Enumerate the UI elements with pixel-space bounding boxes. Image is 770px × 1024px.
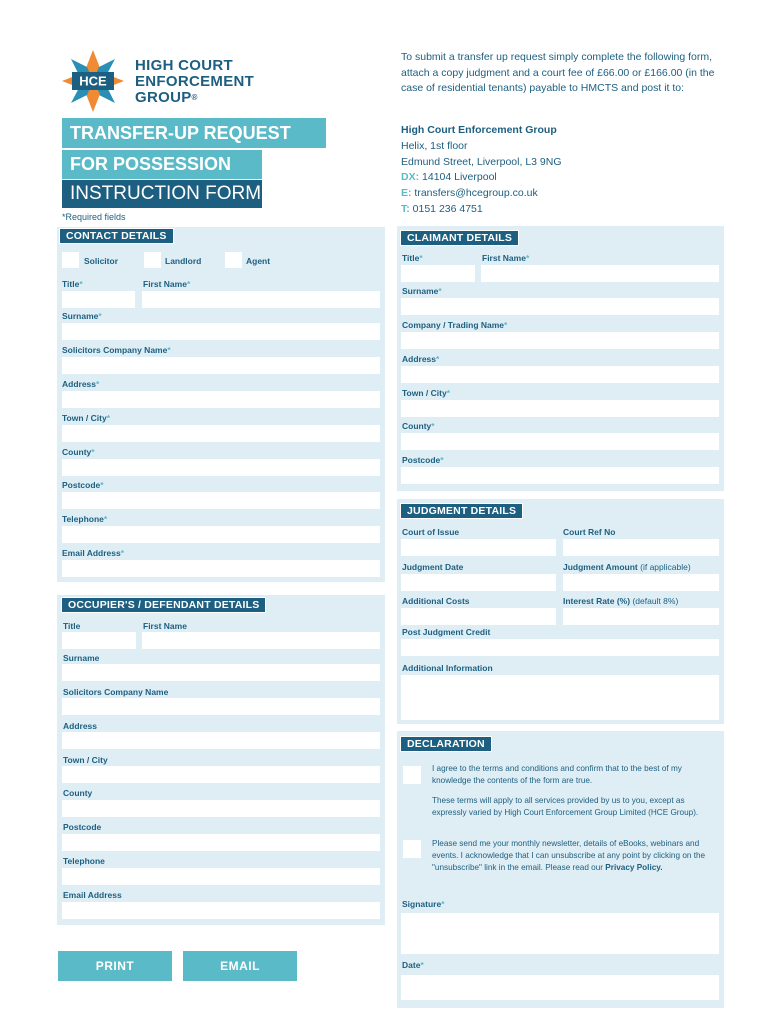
occupier-title-field[interactable] (62, 632, 136, 649)
occupier-postcode-field[interactable] (62, 834, 380, 851)
contact-postcode-field[interactable] (62, 492, 380, 509)
contact-email-label: Email Address* (62, 548, 125, 558)
postal-address (401, 123, 721, 218)
declaration-heading: DECLARATION (400, 736, 492, 752)
claimant-surname-field[interactable] (401, 298, 719, 315)
contact-town-field[interactable] (62, 425, 380, 442)
occupier-postcode-label: Postcode (63, 822, 102, 832)
logo-line-2: ENFORCEMENT (135, 73, 255, 90)
contact-company-field[interactable] (62, 357, 380, 374)
logo-mark-text: HCE (79, 73, 107, 89)
court-ref-field[interactable] (563, 539, 719, 556)
post-judgment-credit-field[interactable] (401, 639, 719, 656)
address-email[interactable]: E: transfers@hcegroup.co.uk (401, 187, 538, 200)
form-title-line-1: TRANSFER-UP REQUEST (62, 118, 326, 148)
judgment-date-field[interactable] (401, 574, 556, 591)
address-line-1: Helix, 1st floor (401, 139, 468, 152)
contact-company-label: Solicitors Company Name* (62, 345, 171, 355)
court-of-issue-label: Court of Issue (402, 527, 460, 537)
hce-logo-icon (62, 50, 124, 112)
judgment-details-heading: JUDGMENT DETAILS (400, 503, 523, 519)
occupier-email-field[interactable] (62, 902, 380, 919)
occupier-surname-field[interactable] (62, 664, 380, 681)
occupier-surname-label: Surname (63, 653, 100, 663)
form-title-line-2: FOR POSSESSION (62, 150, 262, 179)
agent-checkbox[interactable] (225, 252, 242, 268)
occupier-telephone-label: Telephone (63, 856, 105, 866)
claimant-postcode-field[interactable] (401, 467, 719, 484)
contact-telephone-field[interactable] (62, 526, 380, 543)
occupier-town-field[interactable] (62, 766, 380, 783)
agree-terms-text: I agree to the terms and conditions and confirm that to the best of my knowledge the contents of the form are true. (432, 764, 682, 785)
email-button[interactable]: EMAIL (183, 951, 297, 981)
address-dx: DX: 14104 Liverpool (401, 171, 497, 184)
interest-rate-label: Interest Rate (%) (default 8%) (563, 596, 679, 606)
intro-text: To submit a transfer up request simply complete the following form, attach a copy judgment and a court fee of £66.00 or £166.00 (in the case of residential tenants) payable to HMCTS and post it to: (401, 51, 715, 95)
newsletter-checkbox[interactable] (403, 840, 421, 858)
landlord-checkbox[interactable] (144, 252, 161, 268)
occupier-address-label: Address (63, 721, 98, 731)
date-label: Date* (402, 960, 424, 970)
contact-county-label: County* (62, 447, 95, 457)
claimant-surname-label: Surname* (402, 286, 442, 296)
contact-email-field[interactable] (62, 560, 380, 577)
additional-costs-label: Additional Costs (402, 596, 470, 606)
occupier-address-field[interactable] (62, 732, 380, 749)
claimant-title-field[interactable] (401, 265, 475, 282)
agent-label: Agent (246, 256, 271, 266)
claimant-address-label: Address* (402, 354, 440, 364)
claimant-company-label: Company / Trading Name* (402, 320, 508, 330)
privacy-policy-link[interactable]: Privacy Policy. (605, 863, 663, 872)
post-judgment-credit-label: Post Judgment Credit (402, 627, 491, 637)
occupier-title-label: Title (63, 621, 81, 631)
interest-rate-field[interactable] (563, 608, 719, 625)
court-of-issue-field[interactable] (401, 539, 556, 556)
claimant-county-field[interactable] (401, 433, 719, 450)
landlord-label: Landlord (165, 256, 202, 266)
judgment-amount-field[interactable] (563, 574, 719, 591)
claimant-town-field[interactable] (401, 400, 719, 417)
contact-address-field[interactable] (62, 391, 380, 408)
occupier-company-label: Solicitors Company Name (63, 687, 169, 697)
occupier-first-name-label: First Name (143, 621, 187, 631)
additional-information-label: Additional Information (402, 663, 493, 673)
signature-label: Signature* (402, 899, 445, 909)
additional-costs-field[interactable] (401, 608, 556, 625)
claimant-town-label: Town / City* (402, 388, 451, 398)
agree-terms-checkbox[interactable] (403, 766, 421, 784)
form-title-line-3: INSTRUCTION FORM (62, 180, 262, 208)
occupier-details-heading: OCCUPIER'S / DEFENDANT DETAILS (61, 597, 266, 613)
judgment-amount-label: Judgment Amount (if applicable) (563, 562, 691, 572)
court-ref-label: Court Ref No (563, 527, 616, 537)
occupier-town-label: Town / City (63, 755, 108, 765)
signature-field[interactable] (401, 913, 719, 954)
logo-line-1: HIGH COURT (135, 57, 233, 74)
contact-town-label: Town / City* (62, 413, 111, 423)
claimant-details-heading: CLAIMANT DETAILS (400, 230, 519, 246)
contact-first-name-label: First Name* (143, 279, 191, 289)
date-field[interactable] (401, 975, 719, 1000)
contact-surname-field[interactable] (62, 323, 380, 340)
address-org: High Court Enforcement Group (401, 124, 557, 136)
occupier-county-label: County (63, 788, 93, 798)
claimant-title-label: Title* (402, 253, 423, 263)
claimant-company-field[interactable] (401, 332, 719, 349)
required-note: *Required fields (62, 212, 126, 222)
contact-postcode-label: Postcode* (62, 480, 104, 490)
claimant-address-field[interactable] (401, 366, 719, 383)
contact-details-heading: CONTACT DETAILS (59, 228, 174, 244)
address-tel: T: 0151 236 4751 (401, 202, 483, 215)
solicitor-label: Solicitor (84, 256, 119, 266)
address-line-2: Edmund Street, Liverpool, L3 9NG (401, 155, 562, 168)
contact-first-name-field[interactable] (142, 291, 380, 308)
claimant-first-name-field[interactable] (481, 265, 719, 282)
occupier-county-field[interactable] (62, 800, 380, 817)
occupier-telephone-field[interactable] (62, 868, 380, 885)
occupier-company-field[interactable] (62, 698, 380, 715)
occupier-first-name-field[interactable] (142, 632, 380, 649)
newsletter-text: Please send me your monthly newsletter, details of eBooks, webinars and events. I acknowledge that I can unsubscribe at any point by clicking on the "unsubscribe" link in the email. Please read our Privacy Policy. (432, 839, 706, 872)
contact-title-label: Title* (62, 279, 83, 289)
print-button[interactable]: PRINT (58, 951, 172, 981)
contact-telephone-label: Telephone* (62, 514, 108, 524)
logo-line-3: GROUP® (135, 89, 198, 106)
contact-address-label: Address* (62, 379, 100, 389)
judgment-date-label: Judgment Date (402, 562, 464, 572)
solicitor-checkbox[interactable] (62, 252, 79, 268)
claimant-postcode-label: Postcode* (402, 455, 444, 465)
contact-county-field[interactable] (62, 459, 380, 476)
contact-title-field[interactable] (62, 291, 135, 308)
additional-information-field[interactable] (401, 675, 719, 720)
claimant-county-label: County* (402, 421, 435, 431)
claimant-first-name-label: First Name* (482, 253, 530, 263)
company-logo-text (135, 58, 254, 106)
contact-surname-label: Surname* (62, 311, 102, 321)
occupier-email-label: Email Address (63, 890, 122, 900)
terms-note-text: These terms will apply to all services provided by us to you, except as expressly varied by High Court Enforcement Group Limited (HCE Group). (432, 796, 699, 817)
